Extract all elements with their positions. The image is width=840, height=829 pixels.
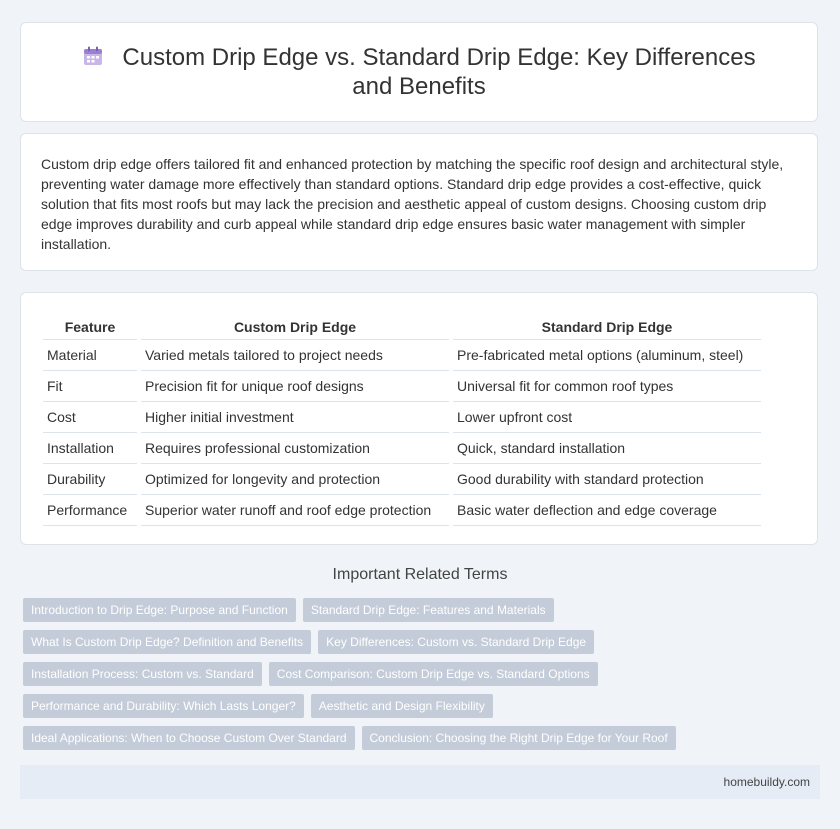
table-header-row xyxy=(43,315,761,340)
table-cell: Requires professional customization xyxy=(141,433,449,464)
header-standard: Standard Drip Edge xyxy=(453,315,761,340)
table-cell: Basic water deflection and edge coverage xyxy=(453,495,761,526)
tag-row xyxy=(23,694,803,718)
table-cell: Higher initial investment xyxy=(141,402,449,433)
table-row xyxy=(43,402,761,433)
title-card xyxy=(20,22,818,122)
table-cell: Universal fit for common roof types xyxy=(453,371,761,402)
table-row xyxy=(43,433,761,464)
tag-row xyxy=(23,726,803,750)
table-cell: Superior water runoff and roof edge protection xyxy=(141,495,449,526)
footer-site[interactable]: homebuildy.com xyxy=(723,775,810,789)
table-cell: Durability xyxy=(43,464,137,495)
page-title: Custom Drip Edge vs. Standard Drip Edge: Key Differences and Benefits xyxy=(122,44,756,100)
comparison-table xyxy=(39,315,765,526)
table-cell: Quick, standard installation xyxy=(453,433,761,464)
table-cell: Precision fit for unique roof designs xyxy=(141,371,449,402)
related-terms-list xyxy=(23,598,803,758)
footer xyxy=(20,765,820,799)
table-cell: Varied metals tailored to project needs xyxy=(141,340,449,371)
calendar-icon xyxy=(82,45,104,67)
intro-text: Custom drip edge offers tailored fit and enhanced protection by matching the specific roof design and architectural style, preventing water damage more effectively than standard options. Standard drip edge provides a cost-effective, quick solution that fits most roofs but may lack the precision and aesthetic appeal of custom designs. Choosing custom drip edge improves durability and curb appeal while standard drip edge ensures basic water management with simpler installation. xyxy=(41,156,784,252)
table-cell: Good durability with standard protection xyxy=(453,464,761,495)
tag-row xyxy=(23,662,803,686)
table-cell: Optimized for longevity and protection xyxy=(141,464,449,495)
table-cell: Lower upfront cost xyxy=(453,402,761,433)
related-term-tag[interactable]: Introduction to Drip Edge: Purpose and Function xyxy=(23,598,296,622)
header-feature: Feature xyxy=(43,315,137,340)
table-cell: Performance xyxy=(43,495,137,526)
table-cell: Fit xyxy=(43,371,137,402)
table-row xyxy=(43,340,761,371)
comparison-card xyxy=(20,292,818,545)
intro-card xyxy=(20,133,818,271)
related-term-tag[interactable]: Key Differences: Custom vs. Standard Drip Edge xyxy=(318,630,594,654)
related-term-tag[interactable]: Performance and Durability: Which Lasts Longer? xyxy=(23,694,304,718)
related-terms-title: Important Related Terms xyxy=(332,566,508,583)
related-term-tag[interactable]: Aesthetic and Design Flexibility xyxy=(311,694,493,718)
related-term-tag[interactable]: Standard Drip Edge: Features and Materials xyxy=(303,598,554,622)
tag-row xyxy=(23,630,803,654)
table-cell: Material xyxy=(43,340,137,371)
table-cell: Installation xyxy=(43,433,137,464)
table-row xyxy=(43,464,761,495)
table-row xyxy=(43,371,761,402)
table-row xyxy=(43,495,761,526)
related-term-tag[interactable]: Conclusion: Choosing the Right Drip Edge for Your Roof xyxy=(362,726,676,750)
related-term-tag[interactable]: What Is Custom Drip Edge? Definition and Benefits xyxy=(23,630,311,654)
page-title-wrap xyxy=(61,43,777,101)
table-cell: Pre-fabricated metal options (aluminum, steel) xyxy=(453,340,761,371)
related-term-tag[interactable]: Cost Comparison: Custom Drip Edge vs. Standard Options xyxy=(269,662,598,686)
tag-row xyxy=(23,598,803,622)
related-term-tag[interactable]: Installation Process: Custom vs. Standard xyxy=(23,662,262,686)
header-custom: Custom Drip Edge xyxy=(141,315,449,340)
table-cell: Cost xyxy=(43,402,137,433)
related-term-tag[interactable]: Ideal Applications: When to Choose Custom Over Standard xyxy=(23,726,355,750)
